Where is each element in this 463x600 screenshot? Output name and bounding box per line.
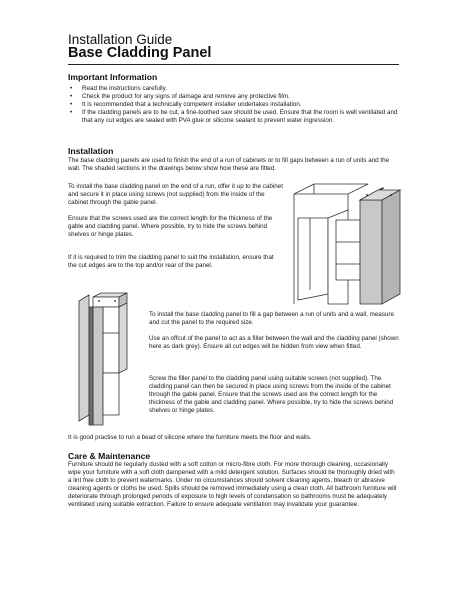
list-item: • Check the product for any signs of damage and remove any protective film. xyxy=(68,93,398,101)
document-label: Installation Guide xyxy=(68,32,173,47)
title-divider xyxy=(68,64,399,65)
list-item: • It is recommended that a technically competent installer undertakes installation. xyxy=(68,101,398,109)
offcut-paragraph: Use an offcut of the panel to act as a filler between the wall and the cladding panel (shown here as dark grey). Ensure all cut edges will be hidden from view when fitted. xyxy=(149,335,399,351)
trim-paragraph: If it is required to trim the cladding panel to suit the installation, ensure that the cut edges are to the top and/or rear of the panel. xyxy=(68,254,274,270)
care-heading: Care & Maintenance xyxy=(68,451,151,461)
dark-filler-strip xyxy=(89,307,93,425)
important-heading: Important Information xyxy=(68,72,158,82)
silicone-note: It is good practise to run a bead of silicone where the furniture meets the floor and walls. xyxy=(68,434,312,441)
end-run-paragraph: To install the base cladding panel on the end of a run, offer it up to the cabinet and secure it in place using screws (not supplied) from the inside of the cabinet through the gable panel. xyxy=(68,183,283,207)
installation-intro: The base cladding panels are used to finish the end of a run of cabinets or to fill gaps between a run of units and the wall. The shaded sections in the drawings below show how these are fitted. xyxy=(68,157,390,173)
gap-filler-diagram xyxy=(75,293,135,425)
list-item: • If the cladding panels are to be cut, a fine-toothed saw should be used. Ensure that the room is well ventilated and that any cut edges are sealed with PVA glue or silicone sealant to prevent water ingression. xyxy=(68,109,398,125)
important-list xyxy=(68,85,398,125)
care-paragraph: Furniture should be regularly dusted with a soft cotton or micro-fibre cloth. For more thorough cleaning, occasionally wipe your furniture with a soft cloth dampened with a mild detergent solution. Surfaces should be thoroughly dried with a lint free cloth to prevent watermarks. Under no circumstances should solvent cleaning agents, bleach or abrasive cleaning agents or cloths be used. Spills should be removed immediately using a clean cloth. All bathroom furniture will deteriorate through prolonged periods of exposure to high levels of condensation so bathrooms must be adequately ventilated using suitable extraction. Failure to ensure adequate ventilation may invalidate your guarantee. xyxy=(68,461,397,509)
end-of-run-diagram xyxy=(288,180,408,305)
screw-length-paragraph: Ensure that the screws used are the correct length for the thickness of the gable and cladding panel. Where possible, try to hide the screws behind shelves or hinge plates. xyxy=(68,215,273,239)
page-title: Base Cladding Panel xyxy=(68,45,212,61)
cladding-panel-shaded xyxy=(360,200,382,304)
filler-screw-paragraph: Screw the filler panel to the cladding panel using suitable screws (not supplied). The cladding panel can then be secured in place using screws from the inside of the cabinet through the gable panel. Ensure that the screws used are the correct length for the thickness of the gable and cladding panel. Where possible, try to hide the screws behind shelves or hinge plates. xyxy=(149,375,394,415)
list-item: • Read the instructions carefully. xyxy=(68,85,398,93)
installation-heading: Installation xyxy=(68,146,114,156)
gap-measure-paragraph: To install the base cladding panel to fill a gap between a run of units and a wall, measure and cut the panel to the required size. xyxy=(149,311,394,327)
cladding-panel-side xyxy=(382,190,400,304)
